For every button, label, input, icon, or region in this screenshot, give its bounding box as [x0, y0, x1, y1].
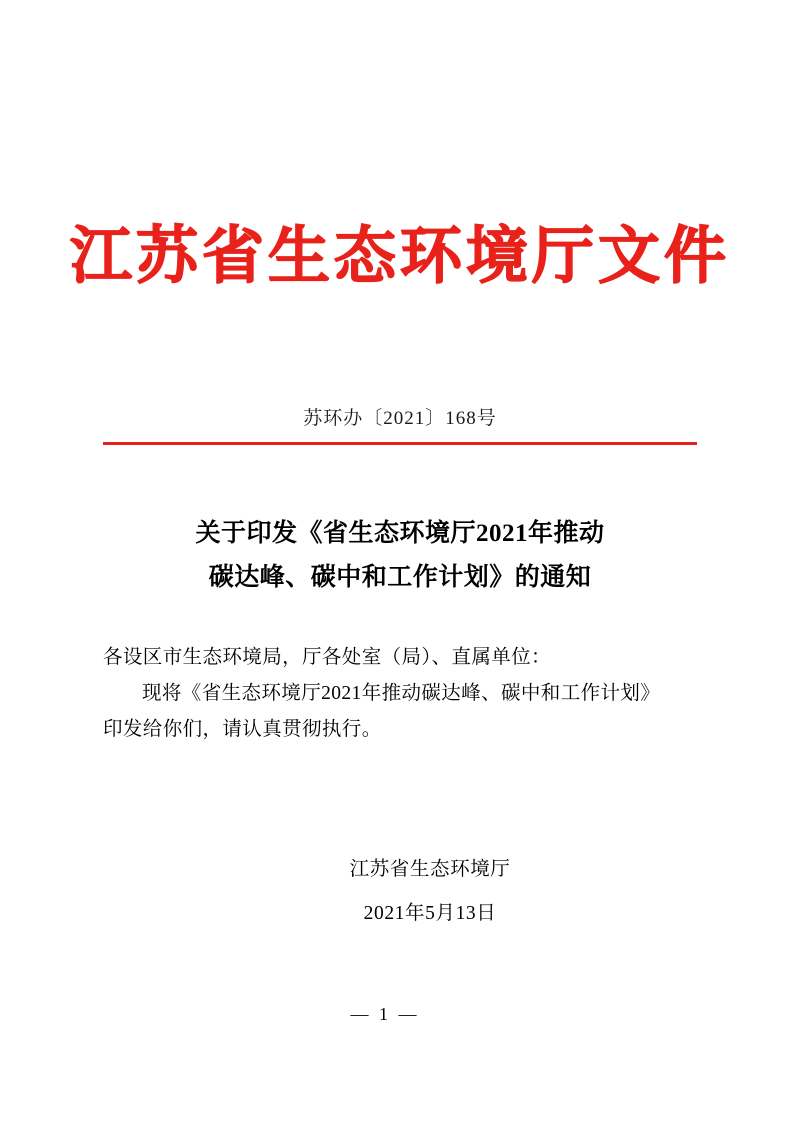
page-title: [120, 512, 680, 600]
red-divider-rule: [103, 442, 697, 445]
signature-block: [0, 848, 800, 936]
body-paragraph-line-2: 印发给你们，请认真贯彻执行。: [103, 719, 382, 740]
document-body: [103, 640, 703, 748]
signature-date: 2021年5月13日: [363, 903, 497, 924]
masthead: [0, 222, 800, 293]
page-number: — 1 —: [350, 1004, 420, 1024]
page-title-line-2: 碳达峰、碳中和工作计划》的通知: [208, 564, 592, 591]
masthead-title: 江苏省生态环境厅文件: [69, 223, 730, 291]
page-title-line-1: 关于印发《省生态环境厅2021年推动: [195, 520, 605, 547]
salutation: 各设区市生态环境局，厅各处室（局）、直属单位：: [103, 647, 551, 668]
body-paragraph-line-1: 现将《省生态环境厅2021年推动碳达峰、碳中和工作计划》: [142, 683, 661, 704]
signer-name: 江苏省生态环境厅: [349, 859, 511, 880]
document-number: 苏环办〔2021〕168号: [303, 408, 497, 429]
